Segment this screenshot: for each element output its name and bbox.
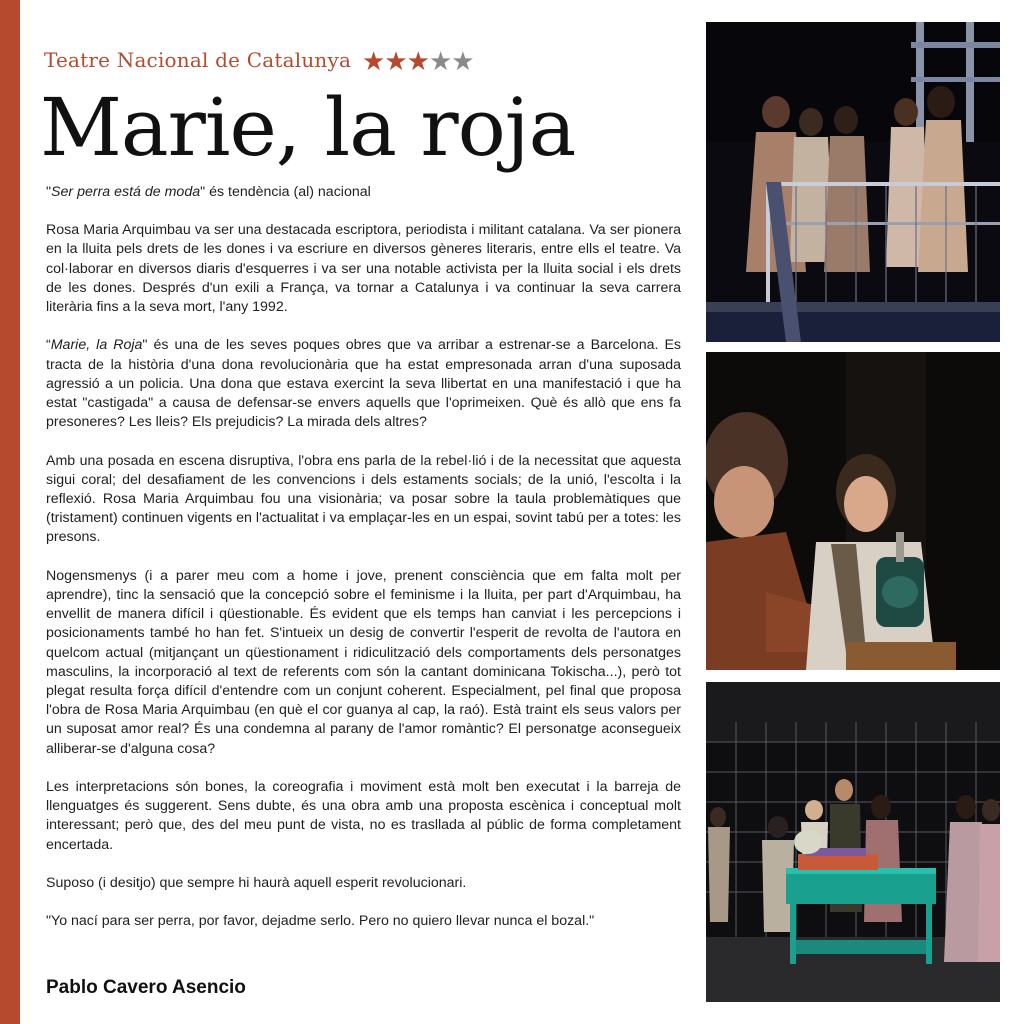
stage-photo-scaffolding xyxy=(706,22,1000,342)
paragraph-3: Amb una posada en escena disruptiva, l'obra ens parla de la rebel·lió i de la necessitat que aquesta sigui coral; del desafiament de les convencions i dels estaments socials; de la unió, l'escolta i la reflexió. Rosa Maria Arquimbau fou una visionària; va posar sobre la taula problemàtiques que (tristament) continuen vigents en l'actualitat i va emplaçar-les en un espai, sovint tabú per a totes: les presons. xyxy=(46,452,681,546)
star-empty-icon: ★ xyxy=(451,46,474,76)
paragraph-4: Nogensmenys (i a parer meu com a home i jove, prenent consciència que em falta molt per aprendre), tinc la sensació que la concepció sobre el feminisme i la lluita, per part d'Arquimbau, ha envellit de manera difícil i qüestionable. És evident que els temps han canviat i les percepcions i posicionaments també ho han fet. S'intueix un desig de convertir l'esperit de revolta de l'autora en quelcom actual (mitjançant un qüestionament i ridiculització dels comportaments dels personatges masculins, la incorporació al text de referents com són la cantant dominicana Tokischa...), però tot plegat resulta força difícil d'entendre com un conjunt coherent. Especialment, pel final que proposa l'obra de Rosa Maria Arquimbau (en què el cor guanya al cap, la raó). Està traint els seus valors per un suposat amor real? És una condemna al parany de l'amor romàntic? El personatge aconsegueix alliberar-se d'alguna cosa? xyxy=(46,567,681,757)
rating-stars xyxy=(362,46,474,76)
subtitle-rest: " és tendència (al) nacional xyxy=(200,184,371,200)
paragraph-6: Suposo (i desitjo) que sempre hi haurà aquell esperit revolucionari. xyxy=(46,875,467,892)
stage-photo-sewing-machine xyxy=(706,352,1000,670)
paragraph-1: Rosa Maria Arquimbau va ser una destacada escriptora, periodista i militant catalana. Va ser pionera en la lluita pels drets de les dones i va escriure en diversos gèneres literaris, entre ells el teatre. Va col·laborar en diversos diaris d'esquerres i va ser una notable activista per la lluita social i els drets de les dones. Després d'un exili a França, va tornar a Catalunya i va continuar la seva carrera literària fins a la seva mort, l'any 1992. xyxy=(46,222,681,316)
play-title: Marie, la roja xyxy=(40,81,576,174)
star-icon: ★ xyxy=(384,46,407,76)
star-icon: ★ xyxy=(406,46,429,76)
review-body xyxy=(46,183,681,951)
star-empty-icon: ★ xyxy=(428,46,452,76)
subtitle-quote: Ser perra está de moda xyxy=(51,184,201,200)
accent-side-bar xyxy=(0,0,20,1024)
star-icon: ★ xyxy=(362,46,385,76)
closing-quote: "Yo nací para ser perra, por favor, dejadme serlo. Pero no quiero llevar nunca el bozal." xyxy=(46,913,595,930)
play-title-inline: Marie, la Roja xyxy=(50,337,143,354)
venue-name: Teatre Nacional de Catalunya xyxy=(44,48,352,72)
author-name: Pablo Cavero Asencio xyxy=(46,977,246,998)
review-subtitle: "Ser perra está de moda" és tendència (al) nacional xyxy=(46,184,371,200)
paragraph-5: Les interpretacions són bones, la coreografia i moviment està molt ben executat i la barreja de llenguatges és suggerent. Sens dubte, és una obra amb una proposta escènica i conceptual molt interessant; però que, des del meu punt de vista, no es trasllada al públic de forma completament encertada. xyxy=(46,779,681,853)
stage-photo-ensemble xyxy=(706,682,1000,1002)
paragraph-2: “Marie, la Roja" és una de les seves poques obres que va arribar a estrenar-se a Barcelona. Es tracta de la història d'una dona revolucionària que ha estat empresonada arran d'una suposada agressió a un policia. Una dona que estava exercint la seva llibertat en una manifestació i que ha estat "castigada" a causa de defensar-se envers aquells que l'oprimeixen. Què és allò que ens fa presoneres? Les lleis? Els prejudicis? La mirada dels altres? xyxy=(46,337,681,431)
